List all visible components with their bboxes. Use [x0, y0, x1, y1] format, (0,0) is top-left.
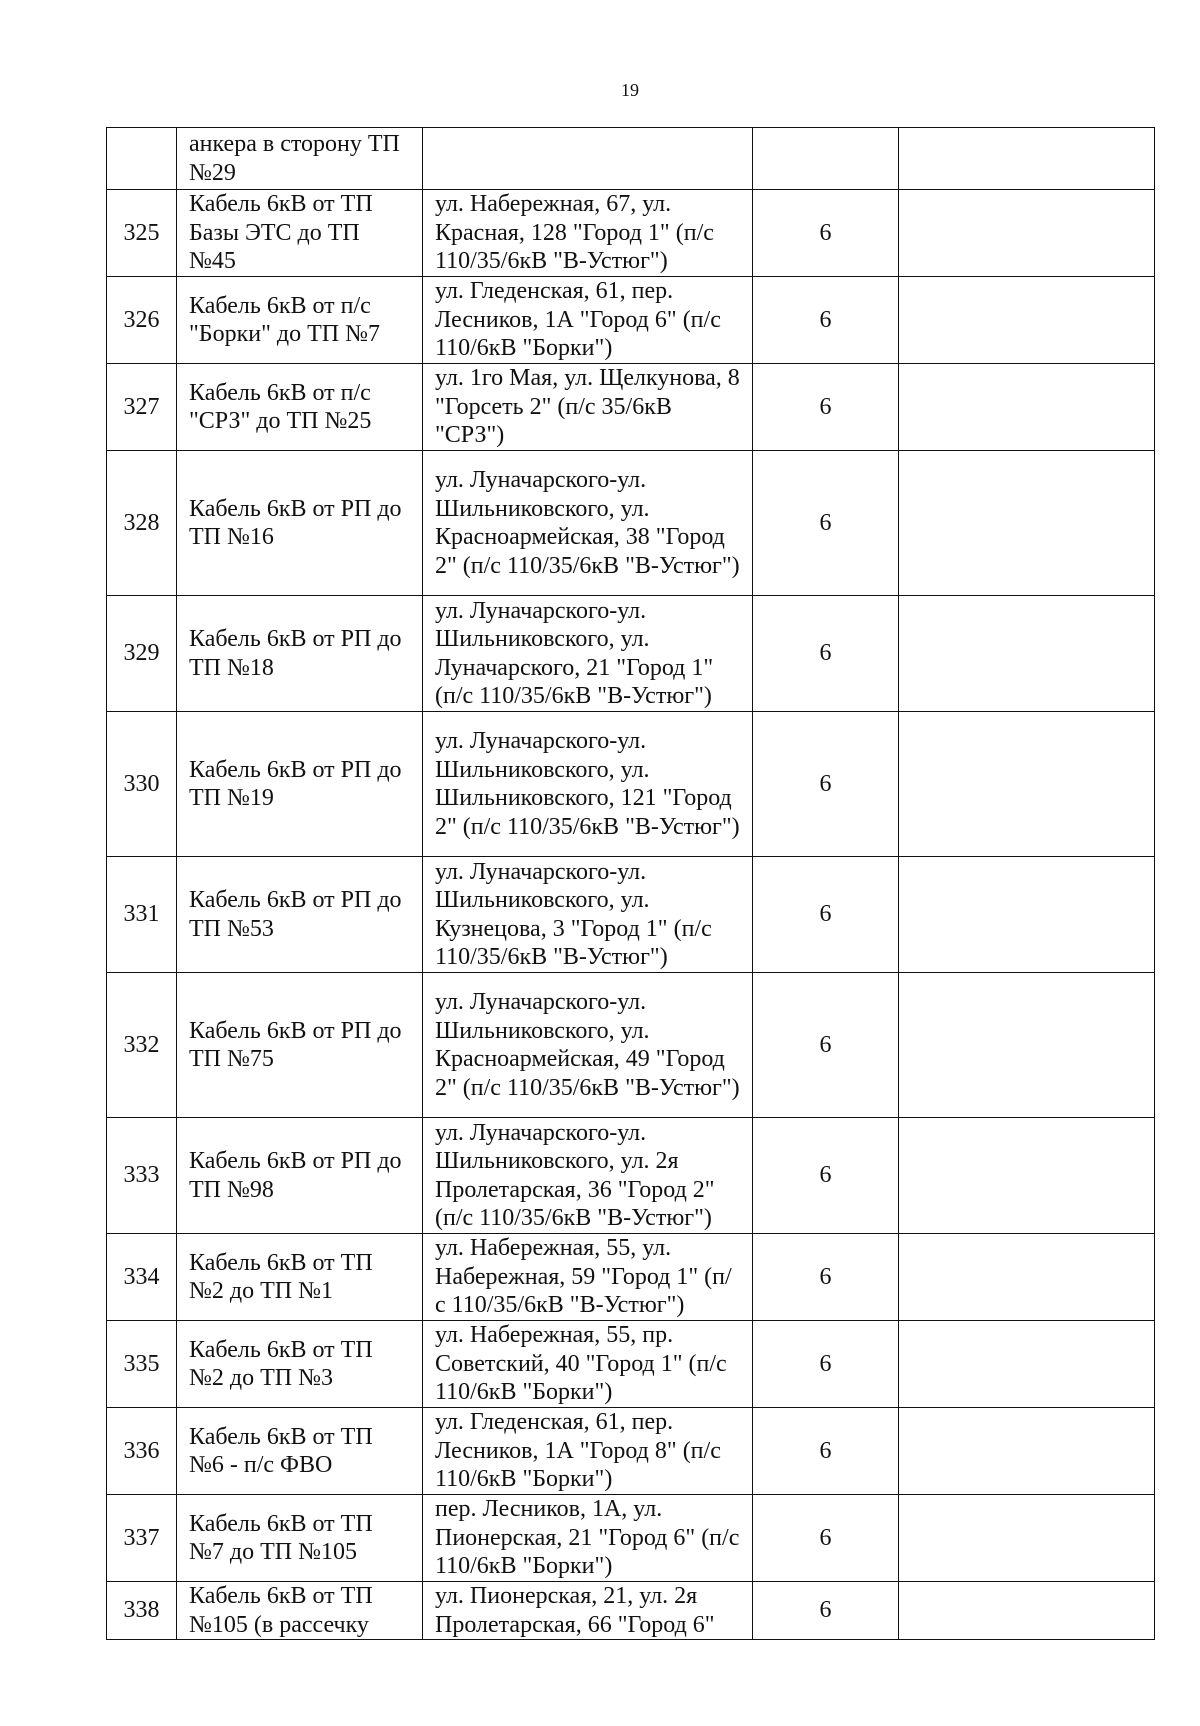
- empty-cell: [899, 1408, 1155, 1495]
- address-cell: ул. Луначарского-ул. Шильниковского, ул. Луначарского, 21 "Город 1" (п/с 110/35/6кВ "В-Устюг"): [423, 596, 753, 712]
- empty-cell: [899, 973, 1155, 1118]
- address-cell: ул. Гледенская, 61, пер. Лесников, 1А "Город 6" (п/с 110/6кВ "Борки"): [423, 277, 753, 364]
- voltage-cell: 6: [753, 1118, 899, 1234]
- address-cell: ул. Луначарского-ул. Шильниковского, ул. Красноармейская, 49 "Город 2" (п/с 110/35/6кВ "В-Устюг"): [423, 973, 753, 1118]
- address-cell: ул. Луначарского-ул. Шильниковского, ул. Кузнецова, 3 "Город 1" (п/с 110/35/6кВ "В-Устюг"): [423, 857, 753, 973]
- voltage-cell: 6: [753, 451, 899, 596]
- voltage-cell: 6: [753, 973, 899, 1118]
- address-cell: ул. Набережная, 55, ул. Набережная, 59 "Город 1" (п/с 110/35/6кВ "В-Устюг"): [423, 1234, 753, 1321]
- cable-description: Кабель 6кВ от РП до ТП №19: [177, 712, 423, 857]
- empty-cell: [899, 1118, 1155, 1234]
- table-row: [107, 1495, 1155, 1582]
- table-row: [107, 1321, 1155, 1408]
- cable-description: Кабель 6кВ от РП до ТП №16: [177, 451, 423, 596]
- cable-description: Кабель 6кВ от ТП Базы ЭТС до ТП №45: [177, 190, 423, 277]
- voltage-cell: 6: [753, 1495, 899, 1582]
- empty-cell: [899, 712, 1155, 857]
- row-number: 325: [107, 190, 177, 277]
- row-number: 337: [107, 1495, 177, 1582]
- cable-description: Кабель 6кВ от п/с "СРЗ" до ТП №25: [177, 364, 423, 451]
- table-row: [107, 1234, 1155, 1321]
- empty-cell: [899, 596, 1155, 712]
- table-row: [107, 1582, 1155, 1640]
- row-number: 328: [107, 451, 177, 596]
- address-cell: ул. Луначарского-ул. Шильниковского, ул. Красноармейская, 38 "Город 2" (п/с 110/35/6кВ "В-Устюг"): [423, 451, 753, 596]
- address-cell: ул. Гледенская, 61, пер. Лесников, 1А "Город 8" (п/с 110/6кВ "Борки"): [423, 1408, 753, 1495]
- row-number: 329: [107, 596, 177, 712]
- address-cell: ул. Набережная, 67, ул. Красная, 128 "Город 1" (п/с 110/35/6кВ "В-Устюг"): [423, 190, 753, 277]
- table-row: [107, 190, 1155, 277]
- empty-cell: [899, 364, 1155, 451]
- cable-description: Кабель 6кВ от ТП №105 (в рассечку: [177, 1582, 423, 1640]
- address-cell: пер. Лесников, 1А, ул. Пионерская, 21 "Город 6" (п/с 110/6кВ "Борки"): [423, 1495, 753, 1582]
- empty-cell: [899, 1234, 1155, 1321]
- address-cell: [423, 128, 753, 190]
- empty-cell: [899, 1321, 1155, 1408]
- empty-cell: [899, 1582, 1155, 1640]
- cable-description: Кабель 6кВ от ТП №6 - п/с ФВО: [177, 1408, 423, 1495]
- address-cell: ул. Луначарского-ул. Шильниковского, ул. Шильниковского, 121 "Город 2" (п/с 110/35/6кВ "В-Устюг"): [423, 712, 753, 857]
- table-row: [107, 128, 1155, 190]
- empty-cell: [899, 1495, 1155, 1582]
- voltage-cell: 6: [753, 1321, 899, 1408]
- voltage-cell: 6: [753, 596, 899, 712]
- row-number: 333: [107, 1118, 177, 1234]
- empty-cell: [899, 190, 1155, 277]
- address-cell: ул. Набережная, 55, пр. Советский, 40 "Город 1" (п/с 110/6кВ "Борки"): [423, 1321, 753, 1408]
- row-number: 335: [107, 1321, 177, 1408]
- table-row: [107, 1408, 1155, 1495]
- row-number: 336: [107, 1408, 177, 1495]
- cable-description: Кабель 6кВ от РП до ТП №18: [177, 596, 423, 712]
- empty-cell: [899, 857, 1155, 973]
- voltage-cell: 6: [753, 712, 899, 857]
- voltage-cell: 6: [753, 857, 899, 973]
- cable-description: Кабель 6кВ от ТП №2 до ТП №3: [177, 1321, 423, 1408]
- table-row: [107, 973, 1155, 1118]
- address-cell: ул. Пионерская, 21, ул. 2я Пролетарская, 66 "Город 6": [423, 1582, 753, 1640]
- row-number: 326: [107, 277, 177, 364]
- voltage-cell: 6: [753, 277, 899, 364]
- table-body: [107, 128, 1155, 1640]
- cable-description: Кабель 6кВ от РП до ТП №98: [177, 1118, 423, 1234]
- cable-description: Кабель 6кВ от п/с "Борки" до ТП №7: [177, 277, 423, 364]
- table-row: [107, 451, 1155, 596]
- row-number: [107, 128, 177, 190]
- cable-description: Кабель 6кВ от РП до ТП №75: [177, 973, 423, 1118]
- empty-cell: [899, 128, 1155, 190]
- empty-cell: [899, 277, 1155, 364]
- row-number: 330: [107, 712, 177, 857]
- voltage-cell: 6: [753, 1408, 899, 1495]
- voltage-cell: [753, 128, 899, 190]
- table-row: [107, 364, 1155, 451]
- voltage-cell: 6: [753, 1234, 899, 1321]
- row-number: 331: [107, 857, 177, 973]
- voltage-cell: 6: [753, 190, 899, 277]
- table-row: [107, 1118, 1155, 1234]
- row-number: 334: [107, 1234, 177, 1321]
- voltage-cell: 6: [753, 1582, 899, 1640]
- table-row: [107, 277, 1155, 364]
- table-row: [107, 857, 1155, 973]
- cable-description: Кабель 6кВ от РП до ТП №53: [177, 857, 423, 973]
- cable-description: Кабель 6кВ от ТП №7 до ТП №105: [177, 1495, 423, 1582]
- cable-table: [106, 127, 1155, 1640]
- row-number: 327: [107, 364, 177, 451]
- cable-description: Кабель 6кВ от ТП №2 до ТП №1: [177, 1234, 423, 1321]
- address-cell: ул. 1го Мая, ул. Щелкунова, 8 "Горсеть 2" (п/с 35/6кВ "СРЗ"): [423, 364, 753, 451]
- page-number: 19: [621, 80, 639, 100]
- table-row: [107, 712, 1155, 857]
- row-number: 332: [107, 973, 177, 1118]
- empty-cell: [899, 451, 1155, 596]
- cable-description: анкера в сторону ТП №29: [177, 128, 423, 190]
- table-row: [107, 596, 1155, 712]
- voltage-cell: 6: [753, 364, 899, 451]
- row-number: 338: [107, 1582, 177, 1640]
- address-cell: ул. Луначарского-ул. Шильниковского, ул. 2я Пролетарская, 36 "Город 2" (п/с 110/35/6кВ "В-Устюг"): [423, 1118, 753, 1234]
